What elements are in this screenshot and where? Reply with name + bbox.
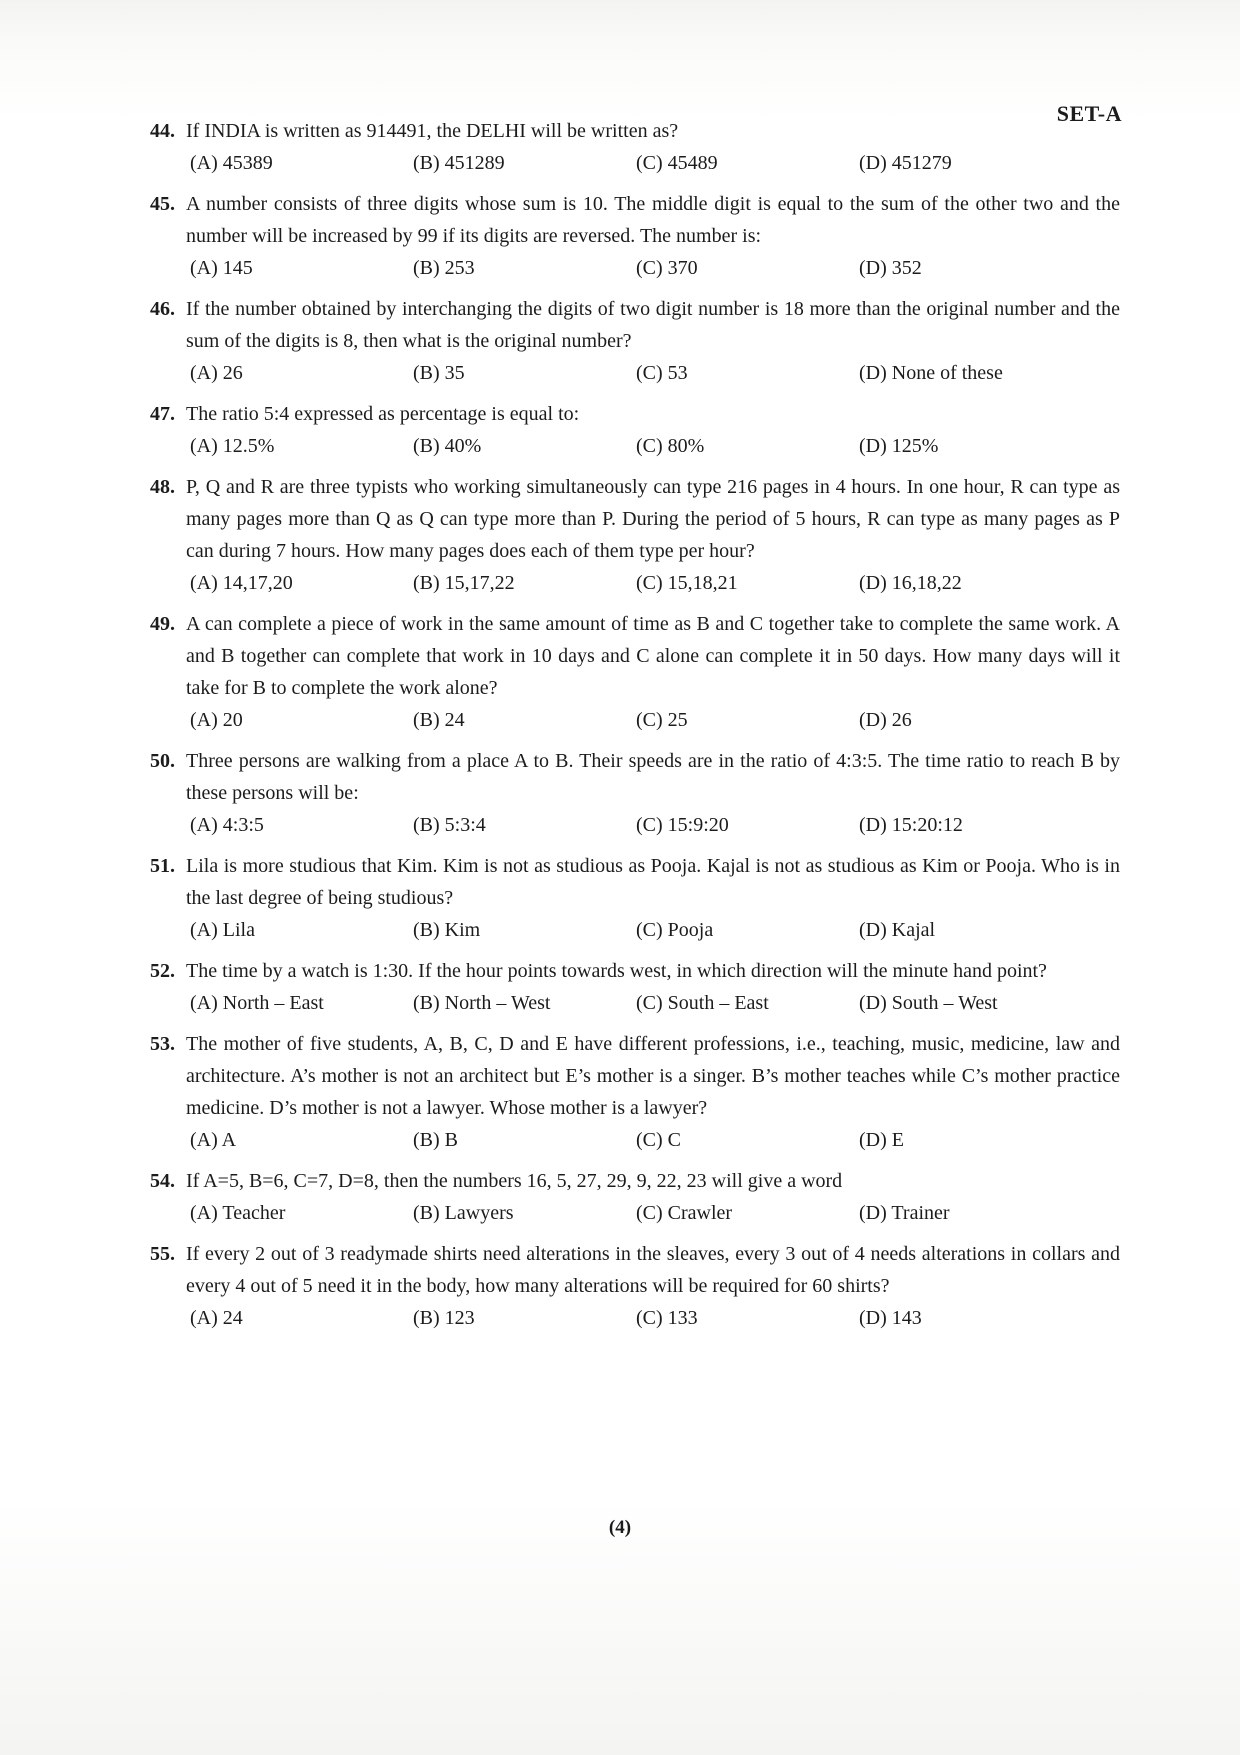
question-number: 44. (150, 120, 175, 142)
option-c: (C) 370 (636, 257, 698, 279)
option-c: (C) South – East (636, 992, 769, 1014)
question-number: 49. (150, 613, 175, 635)
question-45 (150, 188, 1120, 284)
question-text: The ratio 5:4 expressed as percentage is equal to: (186, 403, 580, 425)
option-c: (C) 25 (636, 709, 688, 731)
options-row (190, 914, 1120, 946)
option-b: (B) 451289 (413, 152, 505, 174)
options-row (190, 147, 1120, 179)
question-text: Three persons are walking from a place A to B. Their speeds are in the ratio of 4:3:5. The time ratio to reach B by these persons will be: (186, 750, 1120, 804)
option-b: (B) 15,17,22 (413, 572, 515, 594)
option-b: (B) 123 (413, 1307, 475, 1329)
question-50 (150, 745, 1120, 841)
options-row (190, 252, 1120, 284)
option-a: (A) A (190, 1129, 237, 1151)
option-c: (C) 53 (636, 362, 688, 384)
options-row (190, 987, 1120, 1019)
question-text: If every 2 out of 3 readymade shirts need alterations in the sleaves, every 3 out of 4 needs alterations in collars and every 4 out of 5 need it in the body, how many alterations will be required for 60 shirts? (186, 1243, 1120, 1297)
option-d: (D) Kajal (859, 919, 936, 941)
option-b: (B) Lawyers (413, 1202, 514, 1224)
question-text: Lila is more studious that Kim. Kim is not as studious as Pooja. Kajal is not as studious as Kim or Pooja. Who is in the last degree of being studious? (186, 855, 1120, 909)
question-44 (150, 115, 1120, 179)
option-a: (A) 145 (190, 257, 253, 279)
option-b: (B) Kim (413, 919, 481, 941)
page-number: (4) (608, 1517, 632, 1538)
option-d: (D) 26 (859, 709, 912, 731)
option-d: (D) 143 (859, 1307, 922, 1329)
option-a: (A) 4:3:5 (190, 814, 264, 836)
option-a: (A) Lila (190, 919, 255, 941)
question-text: If INDIA is written as 914491, the DELHI will be written as? (186, 120, 679, 142)
option-c: (C) C (636, 1129, 681, 1151)
question-text: A can complete a piece of work in the same amount of time as B and C together take to complete the same work. A and B together can complete that work in 10 days and C alone can complete it in 50 days. How many days will it take for B to complete the work alone? (186, 613, 1120, 699)
question-text: The time by a watch is 1:30. If the hour points towards west, in which direction will the minute hand point? (186, 960, 1047, 982)
option-a: (A) 14,17,20 (190, 572, 293, 594)
question-number: 45. (150, 193, 175, 215)
option-c: (C) 45489 (636, 152, 718, 174)
option-c: (C) 80% (636, 435, 705, 457)
option-d: (D) 16,18,22 (859, 572, 962, 594)
question-number: 51. (150, 855, 175, 877)
options-row (190, 1197, 1120, 1229)
options-row (190, 1124, 1120, 1156)
question-number: 48. (150, 476, 175, 498)
option-c: (C) Pooja (636, 919, 714, 941)
option-b: (B) 5:3:4 (413, 814, 486, 836)
option-b: (B) North – West (413, 992, 551, 1014)
options-row (190, 809, 1120, 841)
question-text: If A=5, B=6, C=7, D=8, then the numbers 16, 5, 27, 29, 9, 22, 23 will give a word (186, 1170, 843, 1192)
question-55 (150, 1238, 1120, 1334)
options-row (190, 567, 1120, 599)
option-b: (B) B (413, 1129, 458, 1151)
option-a: (A) 24 (190, 1307, 243, 1329)
question-text: The mother of five students, A, B, C, D and E have different professions, i.e., teaching, music, medicine, law and architecture. A’s mother is not an architect but E’s mother is a singer. B’s mother teaches while C’s mother practice medicine. D’s mother is not a lawyer. Whose mother is a lawyer? (186, 1033, 1120, 1119)
options-row (190, 1302, 1120, 1334)
option-a: (A) North – East (190, 992, 324, 1014)
question-48 (150, 471, 1120, 599)
question-49 (150, 608, 1120, 736)
question-number: 50. (150, 750, 175, 772)
question-number: 46. (150, 298, 175, 320)
options-row (190, 430, 1120, 462)
option-c: (C) 15,18,21 (636, 572, 738, 594)
question-46 (150, 293, 1120, 389)
question-51 (150, 850, 1120, 946)
option-b: (B) 35 (413, 362, 465, 384)
option-c: (C) 133 (636, 1307, 698, 1329)
option-b: (B) 253 (413, 257, 475, 279)
question-52 (150, 955, 1120, 1019)
question-text: P, Q and R are three typists who working simultaneously can type 216 pages in 4 hours. In one hour, R can type as many pages more than Q as Q can type more than P. During the period of 5 hours, R can type as many pages as P can during 7 hours. How many pages does each of them type per hour? (186, 476, 1120, 562)
question-text: If the number obtained by interchanging the digits of two digit number is 18 more than the original number and the sum of the digits is 8, then what is the original number? (186, 298, 1120, 352)
question-text: A number consists of three digits whose sum is 10. The middle digit is equal to the sum of the other two and the number will be increased by 99 if its digits are reversed. The number is: (186, 193, 1120, 247)
option-d: (D) Trainer (859, 1202, 950, 1224)
option-a: (A) 26 (190, 362, 243, 384)
option-d: (D) 451279 (859, 152, 952, 174)
option-d: (D) South – West (859, 992, 998, 1014)
options-row (190, 357, 1120, 389)
set-label: SET-A (1056, 101, 1122, 126)
options-row (190, 704, 1120, 736)
option-a: (A) 20 (190, 709, 243, 731)
option-d: (D) 15:20:12 (859, 814, 963, 836)
question-number: 52. (150, 960, 175, 982)
question-number: 55. (150, 1243, 175, 1265)
question-47 (150, 398, 1120, 462)
question-number: 47. (150, 403, 175, 425)
question-53 (150, 1028, 1120, 1156)
question-number: 53. (150, 1033, 175, 1055)
option-b: (B) 40% (413, 435, 482, 457)
option-b: (B) 24 (413, 709, 465, 731)
option-c: (C) Crawler (636, 1202, 733, 1224)
question-number: 54. (150, 1170, 175, 1192)
option-d: (D) 125% (859, 435, 939, 457)
question-54 (150, 1165, 1120, 1229)
option-d: (D) None of these (859, 362, 1003, 384)
option-a: (A) 45389 (190, 152, 273, 174)
option-c: (C) 15:9:20 (636, 814, 729, 836)
question-list (150, 115, 1120, 1343)
option-a: (A) 12.5% (190, 435, 275, 457)
option-d: (D) E (859, 1129, 904, 1151)
option-a: (A) Teacher (190, 1202, 286, 1224)
option-d: (D) 352 (859, 257, 922, 279)
